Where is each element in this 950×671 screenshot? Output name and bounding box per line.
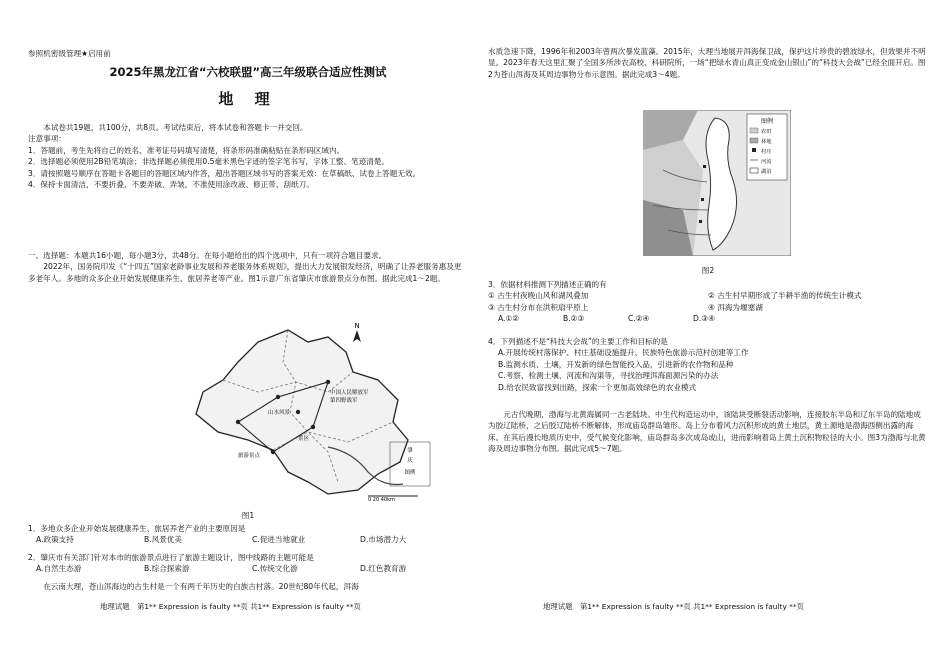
compass-label: N [354,322,360,330]
scenic-spot-marker [236,420,240,424]
instructions-intro: 本试卷共19题，共100分，共8页。考试结束后，将本试卷和答题卡一并交回。 [43,123,308,132]
secret-label: 参照机密级管理★启用前 [28,49,111,58]
subject-title: 地 理 [218,90,278,108]
question-4 [488,336,928,393]
option: C.促进当地就业 [252,535,306,545]
option: D.市场潜力大 [360,535,407,545]
q3-options [488,313,758,324]
map-label: 景区 [298,436,310,442]
village-marker [703,165,706,168]
option: A.自然生态游 [36,564,82,574]
footer-right: 地理试题 第1** Expression is faulty **页 共1** Expression is faulty **页 [543,602,804,611]
option: C.②④ [628,314,650,324]
map-label: 山水风景 [268,410,291,416]
scenic-spot-marker [276,395,280,399]
instructions [28,122,468,190]
legend-item: 河流 [761,159,772,165]
figure1-map [178,322,438,502]
option: B.综合探索游 [144,564,190,574]
question-1 [28,523,468,546]
instruction-item: 1．答题前，考生先将自己的姓名、准考证号码填写清楚，将条形码准确粘贴在条形码区域内。 [28,145,345,155]
option: B.监测水质、土壤，开发新的绿色智能投入品，引进新的农作物和品种 [498,359,734,369]
section1 [28,250,468,284]
option: A.政策支持 [36,535,74,545]
passage-3: 元古代晚期，渤海与北黄海属同一古老陆块。中生代构造运动中，该陆块受断裂活动影响，连接胶东半岛和辽东半岛的陆地成为胶辽陆桥，之后胶辽陆桥不断解体，形成庙岛群岛雏形。岛上分布着风力沉积形成的黄土地层，黄土源地是渤海西侧出露的海床。在其后漫长地质历史中，受气候变化影响，庙岛群岛多次成岛或山，进而影响着岛上黄土沉积物粒径的大小。图3为渤海与北黄海及周边事物分布图。据此完成5～7题。 [488,410,926,454]
option: D.③④ [693,314,715,324]
scenic-spot-marker [311,425,315,429]
figure2-caption: 图2 [701,266,715,275]
section1-heading: 一、选择题：本题共16小题，每小题3分，共48分。在每小题给出的四个选项中，只有一项符合题目要求。 [28,251,387,260]
scale-bar [368,496,418,502]
footer-left: 地理试题 第1** Expression is faulty **页 共1** Expression is faulty **页 [100,602,361,611]
q2-stem: 2．肇庆市有关部门针对本市的旅游景点进行了旅游主题设计，图中线路的主题可能是 [28,553,314,562]
legend-item: 农田 [761,129,772,135]
q3-statements [488,290,928,301]
passage-2-start: 在云南大理，苍山洱海边的古生村是一个有两千年历史的白族古村落。20世纪80年代起，洱海 [43,582,359,591]
legend-title: 图例 [760,118,774,125]
q1-stem: 1．多地众多企业开始发展健康养生、旅居养老产业的主要原因是 [28,524,246,533]
village-marker [701,198,704,201]
map-label: 旅游景点 [238,453,261,459]
option: D.红色教育游 [360,564,407,574]
option: B.②③ [563,314,585,324]
legend [747,114,787,180]
scale-text: 0 20 40km [368,497,395,502]
option: A.开展传统村落保护、村庄基础设施提升、民族特色旅游示范村创建等工作 [498,348,749,358]
option: C.传统文化游 [252,564,298,574]
scenic-spot-marker [271,450,275,454]
option: D.给农民致富找到出路，探索一个更加高效绿色的农业模式 [498,382,697,392]
option: A.①② [498,314,520,324]
q3-statements [488,302,928,313]
passage-2-cont: 水质急速下降，1996年和2003年曾两次暴发蓝藻。2015年，大理当地展开洱海保卫战，保护这片珍贵的碧波绿水，但效果并不明显。2023年春天这里汇聚了全国多所涉农高校、科研院所，一场“把绿水青山真正变成金山银山”的“科技大会战”已经全面开启。图2为苍山洱海及其周边事物分布示意图。据此完成3～4题。 [488,47,926,79]
instruction-item: 3．请按照题号顺序在答题卡各题目的答题区域内作答，超出答题区域书写的答案无效：在草稿纸、试卷上答题无效。 [28,168,421,178]
village-marker [699,220,702,223]
figure2-map [643,110,791,256]
q1-options [28,534,468,545]
statement: ① 古生村夜晚山风和湖风叠加 [488,291,589,301]
option: B.风景优美 [144,535,182,545]
scenic-spot-marker [296,410,300,414]
legend-item: 村庄 [761,149,772,155]
q4-stem: 4．下列描述不是“科技大会战”的主要工作和目标的是 [488,337,668,346]
q3-stem: 3．依据材料推测下列描述正确的有 [488,280,607,289]
legend-item: 湖泊 [761,169,772,175]
question-3 [488,279,928,325]
legend-text: 图例 [404,470,416,476]
figure1-caption: 图1 [241,511,255,520]
map-label: 第四野战军 [330,398,358,404]
question-2 [28,552,468,575]
legend-text: 肇 [407,448,413,454]
north-arrow [353,322,361,342]
exam-title: 2025年黑龙江省“六校联盟”高三年级联合适应性测试 [109,65,387,79]
option: C.考察、检测土壤、河流和沟渠等，寻找治理洱海面源污染的办法 [498,371,719,381]
legend-text: 庆 [407,458,413,464]
map-label: 中国人民解放军 [330,390,369,396]
legend-item: 林地 [761,139,772,145]
zhaoqing-boundary [196,330,408,494]
statement: ③ 古生村分布在洪积扇平原上 [488,302,589,312]
q2-options [28,563,468,574]
passage-1: 2022年，国务院印发《“十四五”国家老龄事业发展和养老服务体系规划》，提出大力发展银发经济，明确了让养老服务惠及更多老年人。多地的众多企业开始发展健康养生、旅居养老等产业。图1示意广东省肇庆市旅游景点分布图。据此完成1～2题。 [28,262,462,283]
statement: ④ 洱海为堰塞湖 [708,302,763,312]
instruction-item: 2．选择题必须使用2B铅笔填涂；非选择题必须使用0.5毫米黑色字迹的签字笔书写，字体工整、笔迹清楚。 [28,157,390,167]
statement: ② 古生村早期形成了半耕半渔的传统生计模式 [708,291,862,301]
instructions-heading: 注意事项： [28,134,66,144]
scenic-spot-marker [326,380,330,384]
instruction-item: 4．保持卡面清洁，不要折叠、不要弄破、弄皱，不准使用涂改液、修正带、刮纸刀。 [28,179,314,189]
